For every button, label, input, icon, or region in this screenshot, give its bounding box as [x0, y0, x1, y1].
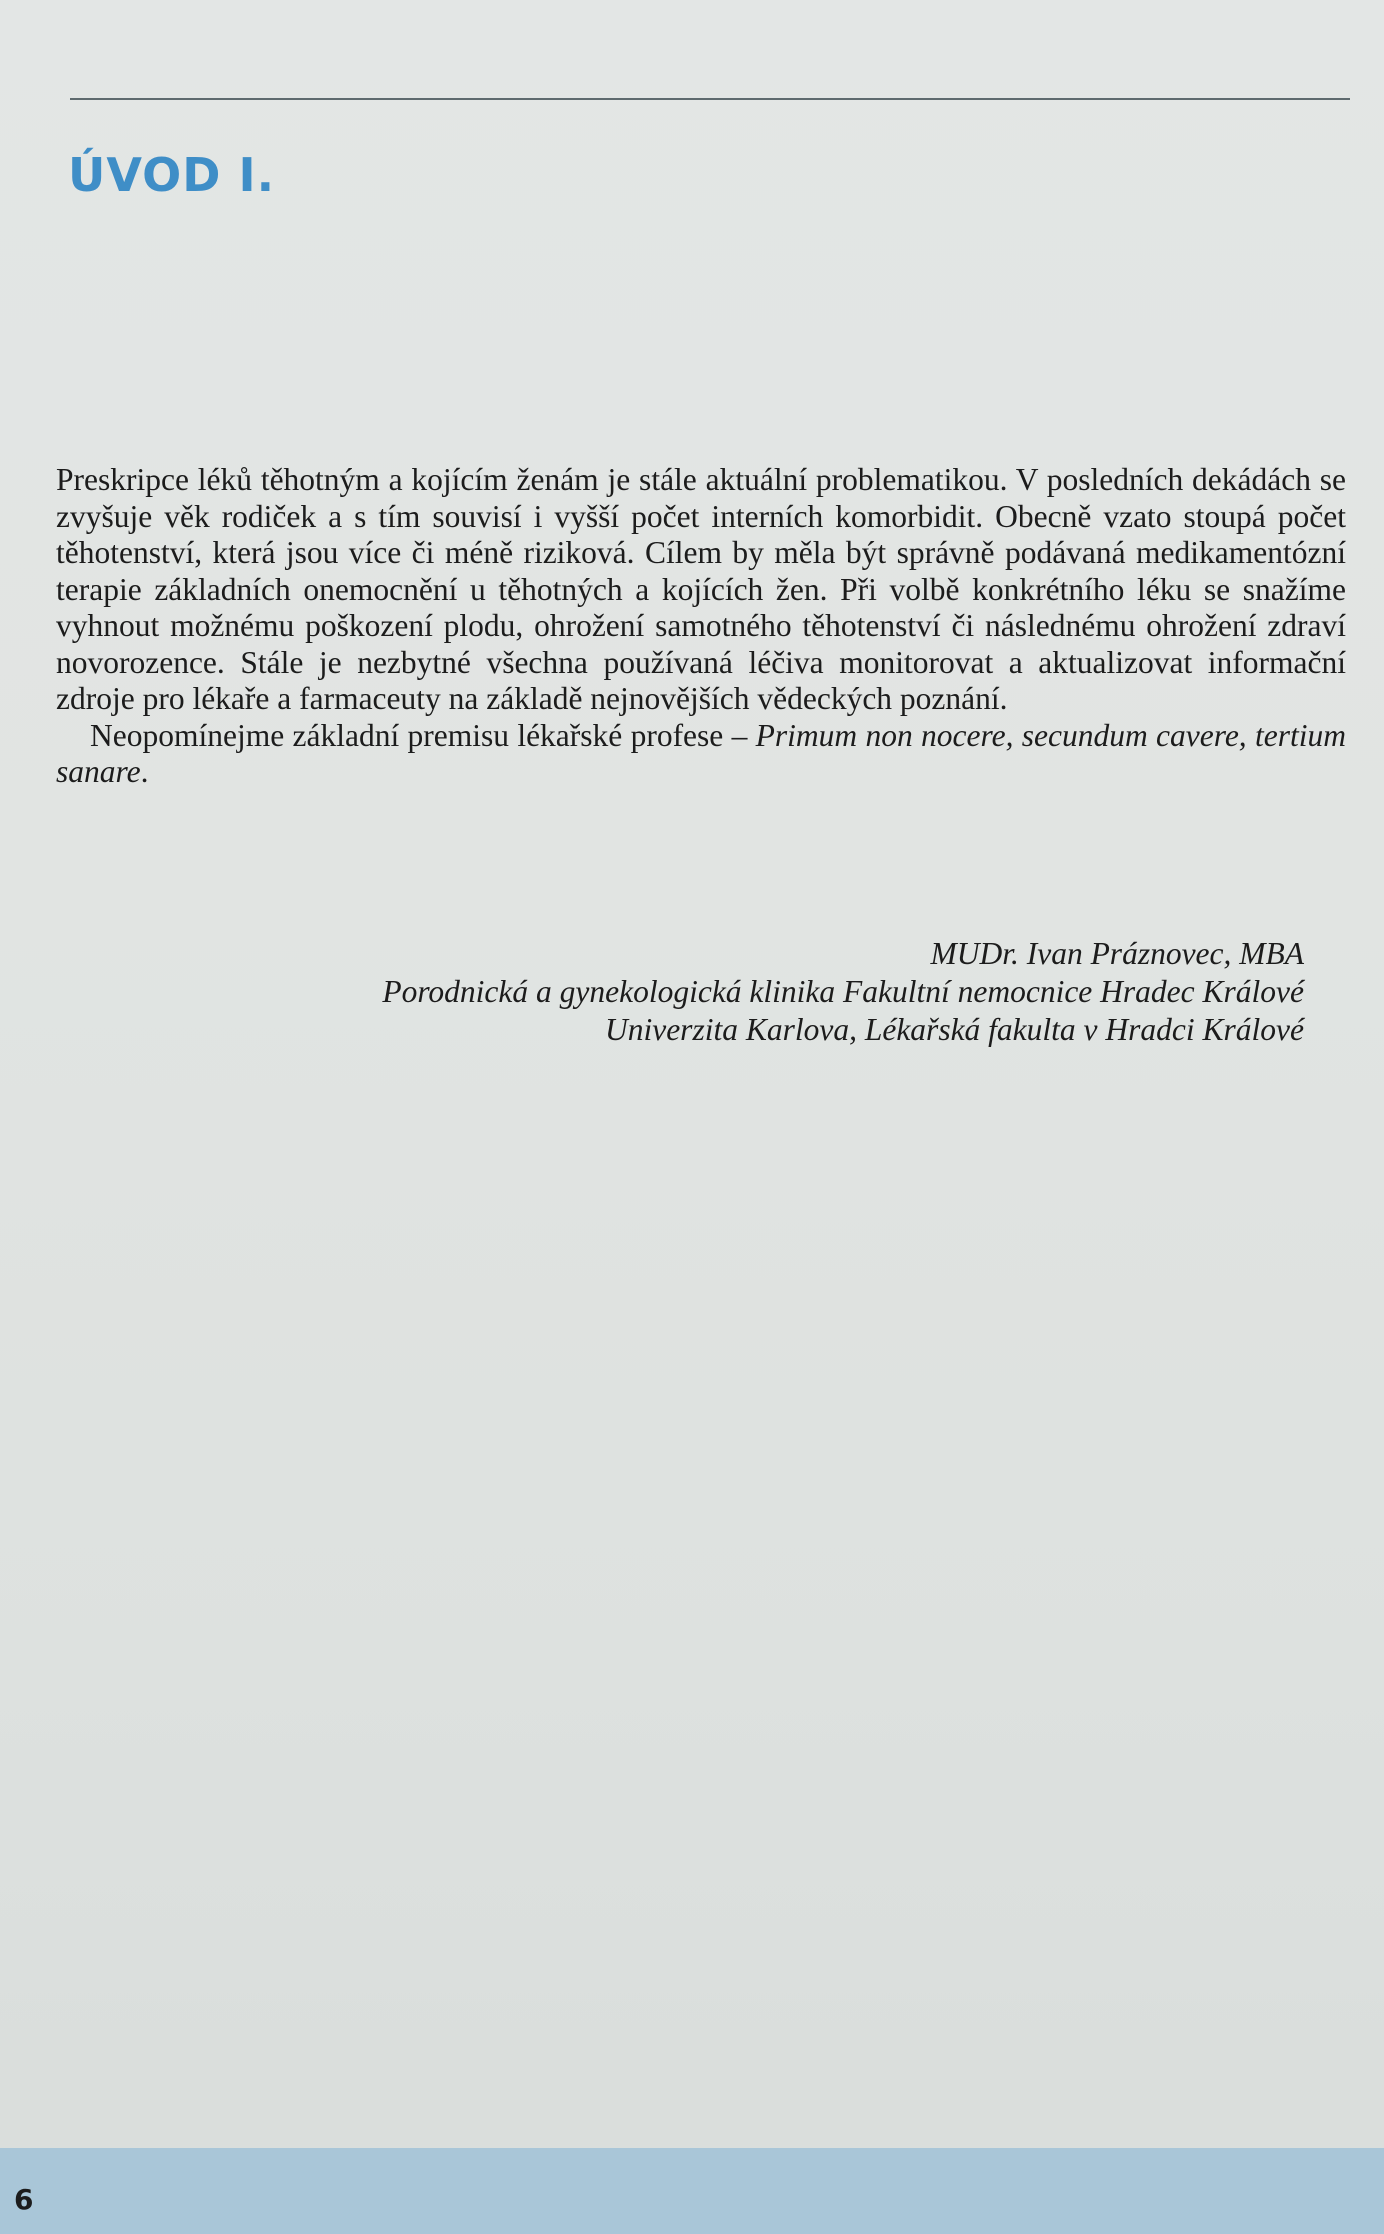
footer-band — [0, 2148, 1384, 2234]
author-affiliation-1: Porodnická a gynekologická klinika Fakultní nemocnice Hradec Králové — [382, 974, 1304, 1009]
signature-block — [382, 935, 1304, 1049]
top-rule — [70, 98, 1350, 100]
page-number: 6 — [14, 2183, 34, 2216]
paragraph-2-lead: Neopomínejme základní premisu lékařské profese – — [90, 717, 756, 753]
author-name: MUDr. Ivan Práznovec, MBA — [930, 936, 1304, 971]
latin-quote: Primum non nocere, secundum cavere, tertium sanare — [56, 717, 1346, 789]
author-affiliation-2: Univerzita Karlova, Lékařská fakulta v Hradci Králové — [604, 1012, 1304, 1047]
body-text — [56, 462, 1346, 791]
paragraph-1: Preskripce léků těhotným a kojícím ženám je stále aktuální problematikou. V posledních dekádách se zvyšuje věk rodiček a s tím souvisí i vyšší počet interních komorbidit. Obecně vzato stoupá počet těhotenství, která jsou více či méně riziková. Cílem by měla být správně podávaná medikamentózní terapie základních onemocnění u těhotných a kojících žen. Při volbě konkrétního léku se snažíme vyhnout možnému poškození plodu, ohrožení samotného těhotenství či následnému ohrožení zdraví novorozence. Stále je nezbytné všechna používaná léčiva monitorovat a aktualizovat informační zdroje pro lékaře a farmaceuty na základě nejnovějších vědeckých poznání. — [56, 462, 1346, 716]
paragraph-2-end: . — [140, 754, 149, 789]
paragraph-2 — [56, 718, 1346, 791]
section-heading: ÚVOD I. — [68, 148, 276, 202]
